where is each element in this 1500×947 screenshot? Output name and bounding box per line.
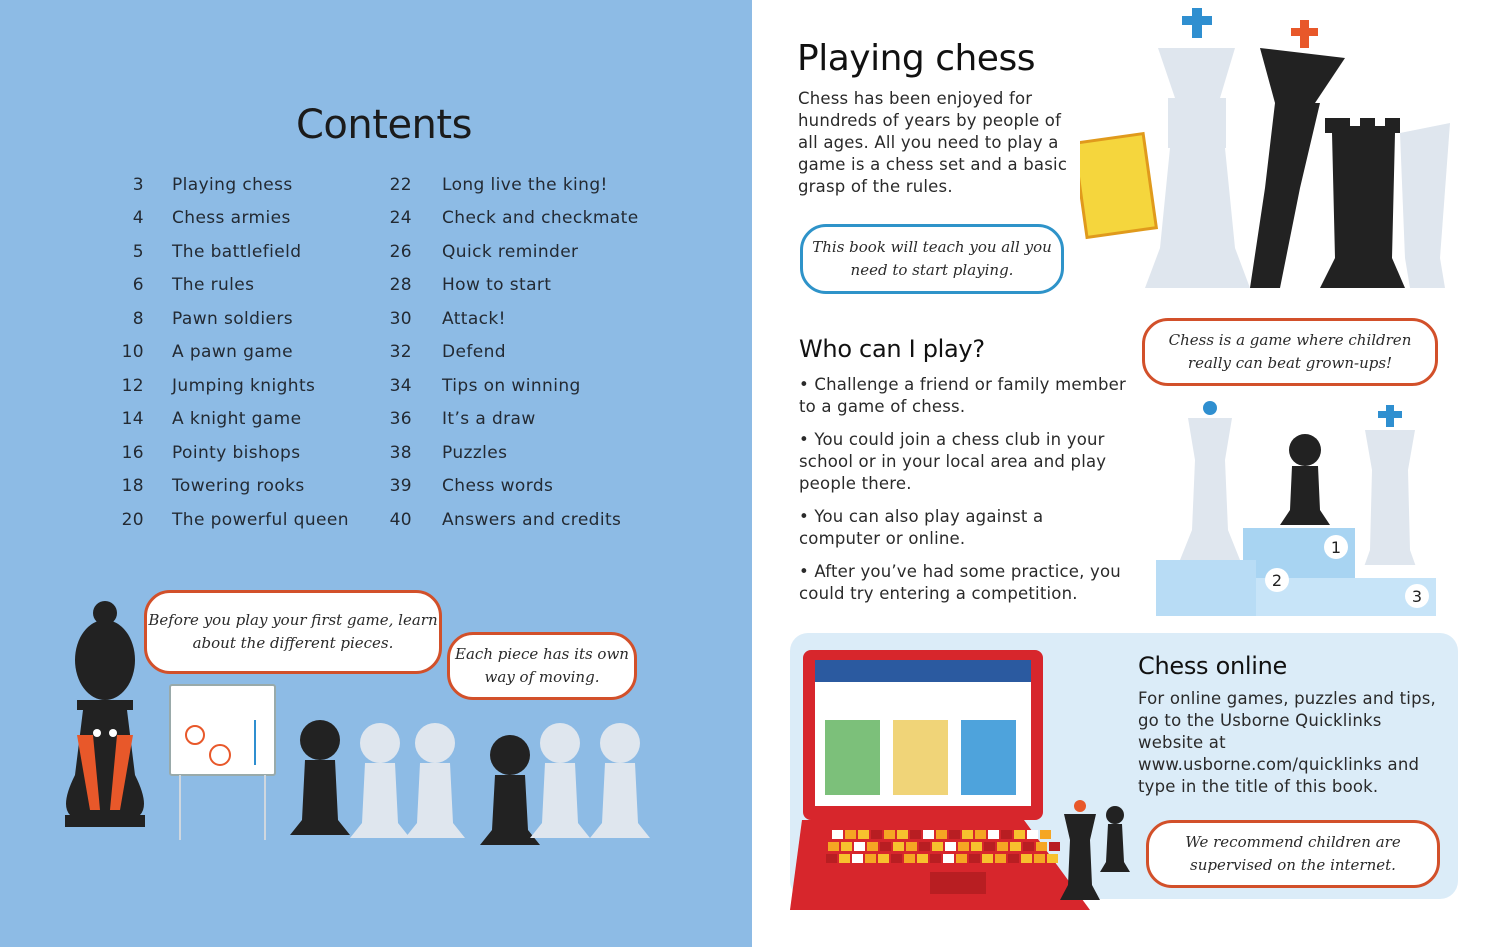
- podium-second-place: [1156, 560, 1256, 616]
- keyboard-row: [826, 854, 1058, 863]
- toc-title: The rules: [172, 275, 255, 296]
- bullet-item: • Challenge a friend or family member to a game of chess.: [799, 375, 1126, 416]
- toc-page-number: 30: [389, 308, 412, 329]
- laptop-screen-website: [815, 660, 1031, 806]
- toc-page-number: 8: [132, 308, 144, 329]
- black-queen-icon: [1060, 800, 1100, 900]
- toc-title: Towering rooks: [172, 476, 305, 497]
- toc-title: A knight game: [172, 409, 302, 430]
- toc-entry[interactable]: [108, 302, 349, 336]
- page-title: Playing chess: [797, 38, 1035, 79]
- toc-page-number: 34: [389, 375, 412, 396]
- toc-entry[interactable]: [382, 436, 639, 470]
- who-can-i-play-list: [799, 374, 1129, 616]
- toc-entry[interactable]: [382, 235, 639, 269]
- toc-page-number: 28: [389, 275, 412, 296]
- white-pawn-icon: [350, 723, 410, 838]
- toc-page-number: 18: [121, 476, 144, 497]
- toc-page-number: 24: [389, 208, 412, 229]
- speech-bubble-bishop: Before you play your first game, learn about the different pieces.: [144, 590, 442, 674]
- toc-column-right: [382, 168, 639, 537]
- white-pawn-icon: [530, 723, 590, 838]
- laptop-trackpad: [930, 872, 986, 894]
- toc-page-number: 14: [121, 409, 144, 430]
- toc-page-number: 5: [132, 241, 144, 262]
- toc-entry[interactable]: [108, 336, 349, 370]
- toc-entry[interactable]: [382, 336, 639, 370]
- contents-title: Contents: [296, 102, 472, 148]
- toc-entry[interactable]: [108, 436, 349, 470]
- toc-entry[interactable]: [108, 369, 349, 403]
- chess-online-paragraph: For online games, puzzles and tips, go to the Usborne Quicklinks website at www.usborne.com/quicklinks and type in the title of this book.: [1138, 689, 1436, 796]
- section-title-chess-online: Chess online: [1138, 652, 1287, 680]
- white-pawn-icon: [590, 723, 650, 838]
- toc-title: Tips on winning: [442, 375, 581, 396]
- speech-bubble-podium: Chess is a game where children really can beat grown-ups!: [1142, 318, 1438, 386]
- toc-title: Answers and credits: [442, 509, 622, 530]
- toc-title: The battlefield: [172, 241, 302, 262]
- black-rook-icon: [1320, 118, 1405, 288]
- black-pawn-icon: [480, 735, 540, 845]
- chess-book-icon: [1080, 134, 1156, 238]
- white-king-icon: [1145, 8, 1250, 288]
- white-king-icon: [1360, 405, 1420, 565]
- book-cover-thumbnail: [825, 720, 880, 795]
- toc-entry[interactable]: [108, 168, 349, 202]
- toc-title: Chess armies: [172, 208, 291, 229]
- toc-title: A pawn game: [172, 342, 293, 363]
- website-header-bar: [815, 660, 1031, 682]
- toc-entry[interactable]: [108, 403, 349, 437]
- online-pieces-illustration: [1058, 800, 1138, 910]
- toc-title: Long live the king!: [442, 174, 608, 195]
- toc-entry[interactable]: [382, 202, 639, 236]
- toc-title: Puzzles: [442, 442, 508, 463]
- toc-entry[interactable]: [382, 369, 639, 403]
- speech-bubble-internet: We recommend children are supervised on the internet.: [1146, 820, 1440, 888]
- toc-entry[interactable]: [382, 168, 639, 202]
- podium-pieces-illustration: [1170, 400, 1430, 565]
- toc-entry[interactable]: [382, 503, 639, 537]
- black-bishop-icon: [65, 601, 145, 827]
- toc-title: It’s a draw: [442, 409, 536, 430]
- podium-number: 2: [1265, 568, 1289, 592]
- podium-number: 1: [1324, 535, 1348, 559]
- toc-page-number: 40: [389, 509, 412, 530]
- section-title-who-can-i-play: Who can I play?: [799, 335, 985, 363]
- black-pawn-icon: [1280, 434, 1330, 525]
- white-rook-icon: [1400, 123, 1450, 288]
- bullet-item: • You can also play against a computer or online.: [799, 507, 1044, 548]
- white-queen-icon: [1180, 401, 1240, 560]
- toc-entry[interactable]: [108, 202, 349, 236]
- toc-title: Attack!: [442, 308, 506, 329]
- toc-title: Pointy bishops: [172, 442, 301, 463]
- bullet-item: • You could join a chess club in your school or in your local area and play people there.: [799, 430, 1107, 493]
- toc-title: Jumping knights: [172, 375, 316, 396]
- toc-page-number: 20: [121, 509, 144, 530]
- toc-entry[interactable]: [108, 269, 349, 303]
- speech-bubble-book: This book will teach you all you need to start playing.: [800, 224, 1064, 294]
- toc-title: Check and checkmate: [442, 208, 639, 229]
- toc-page-number: 38: [389, 442, 412, 463]
- speech-bubble-pawn: Each piece has its own way of moving.: [447, 632, 637, 700]
- whiteboard-icon: [170, 685, 275, 840]
- keyboard-row: [832, 830, 1051, 839]
- toc-title: Pawn soldiers: [172, 308, 293, 329]
- black-king-icon: [1250, 20, 1345, 288]
- toc-entry[interactable]: [108, 235, 349, 269]
- toc-page-number: 32: [389, 342, 412, 363]
- toc-entry[interactable]: [382, 269, 639, 303]
- toc-title: Playing chess: [172, 174, 293, 195]
- toc-title: Chess words: [442, 476, 554, 497]
- book-cover-thumbnail: [893, 720, 948, 795]
- toc-entry[interactable]: [382, 403, 639, 437]
- toc-page-number: 26: [389, 241, 412, 262]
- black-pawn-icon: [290, 720, 350, 835]
- toc-page-number: 6: [132, 275, 144, 296]
- intro-paragraph: Chess has been enjoyed for hundreds of years by people of all ages. All you need to play a game is a chess set and a basic grasp of the rules.: [798, 89, 1068, 196]
- black-pawn-icon: [1100, 806, 1130, 872]
- toc-title: Defend: [442, 342, 506, 363]
- toc-entry[interactable]: [382, 470, 639, 504]
- toc-entry[interactable]: [382, 302, 639, 336]
- toc-title: The powerful queen: [172, 509, 349, 530]
- toc-page-number: 36: [389, 409, 412, 430]
- toc-title: Quick reminder: [442, 241, 579, 262]
- white-pawn-icon: [405, 723, 465, 838]
- toc-entry[interactable]: [108, 470, 349, 504]
- toc-title: How to start: [442, 275, 552, 296]
- toc-page-number: 10: [121, 342, 144, 363]
- toc-entry[interactable]: [108, 503, 349, 537]
- toc-page-number: 39: [389, 476, 412, 497]
- toc-page-number: 12: [121, 375, 144, 396]
- toc-page-number: 16: [121, 442, 144, 463]
- toc-page-number: 3: [132, 174, 144, 195]
- bullet-item: • After you’ve had some practice, you could try entering a competition.: [799, 562, 1121, 603]
- keyboard-row: [828, 842, 1060, 851]
- kings-and-rooks-illustration: [1080, 8, 1470, 298]
- toc-column-left: [108, 168, 349, 537]
- podium-number: 3: [1405, 584, 1429, 608]
- toc-page-number: 22: [389, 174, 412, 195]
- toc-page-number: 4: [132, 208, 144, 229]
- book-cover-thumbnail: [961, 720, 1016, 795]
- laptop-icon: [803, 650, 1043, 820]
